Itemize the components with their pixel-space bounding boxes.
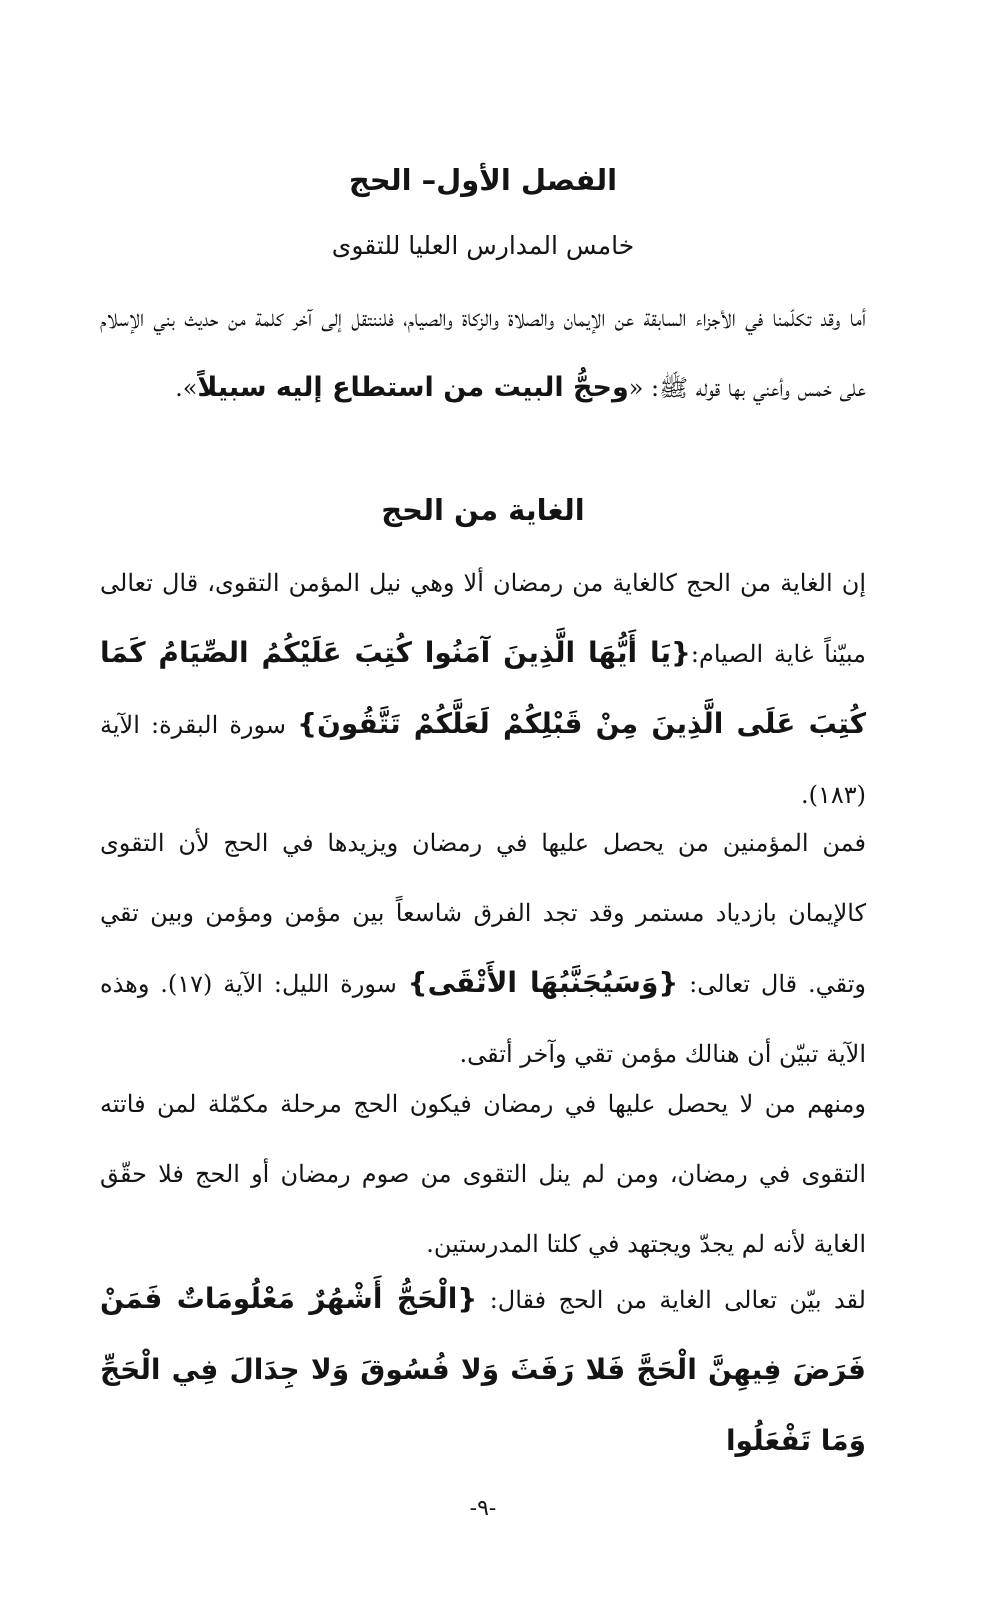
paragraph-purpose [100,548,866,830]
quran-verse-hajj: {الْحَجُّ أَشْهُرٌ مَعْلُومَاتٌ فَمَنْ فَرَضَ فِيهِنَّ الْحَجَّ فَلا رَفَثَ وَلا فُسُوقَ وَلا جِدَالَ فِي الْحَجِّ وَمَا تَفْعَلُوا [100,1282,866,1457]
paragraph-intro-text: أما وقد تكلّمنا في الأجزاء السابقة عن الإيمان والصلاة والزكاة والصيام، فلننتقل إلى آخر كلمة من حديث بني الإسلام على خمس وأعني بها قوله ﷺ: « [100,304,866,402]
verse-reference-layl: سورة الليل: الآية (١٧). وهذه الآية تبيّن أن هنالك مؤمن تقي وآخر أتقى. [100,970,866,1068]
paragraph-intro [100,283,866,423]
page-number: -٩- [469,1496,497,1521]
chapter-title: الفصل الأول– الحج [348,163,618,197]
paragraph-intro-end: ». [175,374,198,402]
quran-verse-baqarah: {يَا أَيُّهَا الَّذِينَ آمَنُوا كُتِبَ عَلَيْكُمُ الصِّيَامُ كَمَا كُتِبَ عَلَى الَّذِينَ مِنْ قَبْلِكُمْ لَعَلَّكُمْ تَتَّقُونَ} [100,636,866,740]
hadith-quote: وحجُّ البيت من استطاع إليه سبيلاً [197,372,629,403]
paragraph-believers-text: فمن المؤمنين من يحصل عليها في رمضان ويزيدها في الحج لأن التقوى كالإيمان بازدياد مستمر وقد تجد الفرق شاسعاً بين مؤمن ومؤمن وبين تقي وتقي. قال تعالى: [100,829,867,998]
paragraph-purpose-text: إن الغاية من الحج كالغاية من رمضان ألا وهي نيل المؤمن التقوى، قال تعالى مبيّناً غاية الصيام: [100,569,866,668]
verse-reference-baqarah: سورة البقرة: الآية (١٨٣). [100,711,866,809]
paragraph-completion: ومنهم من لا يحصل عليها في رمضان فيكون الحج مرحلة مكمّلة لمن فاتته التقوى في رمضان، ومن لم ينل التقوى من صوم رمضان أو الحج فلا حقّق الغاية لأنه لم يجدّ ويجتهد في كلتا المدرستين. [100,1090,867,1258]
chapter-subtitle: خامس المدارس العليا للتقوى [331,231,635,260]
quran-verse-layl: {وَسَيُجَنَّبُهَا الأَتْقَى} [407,966,679,999]
section-title: الغاية من الحج [381,493,585,527]
paragraph-believers [100,808,866,1089]
paragraph-hajj-verse [100,1264,866,1477]
paragraph-hajj-verse-text: لقد بيّن تعالى الغاية من الحج فقال: [477,1286,866,1314]
